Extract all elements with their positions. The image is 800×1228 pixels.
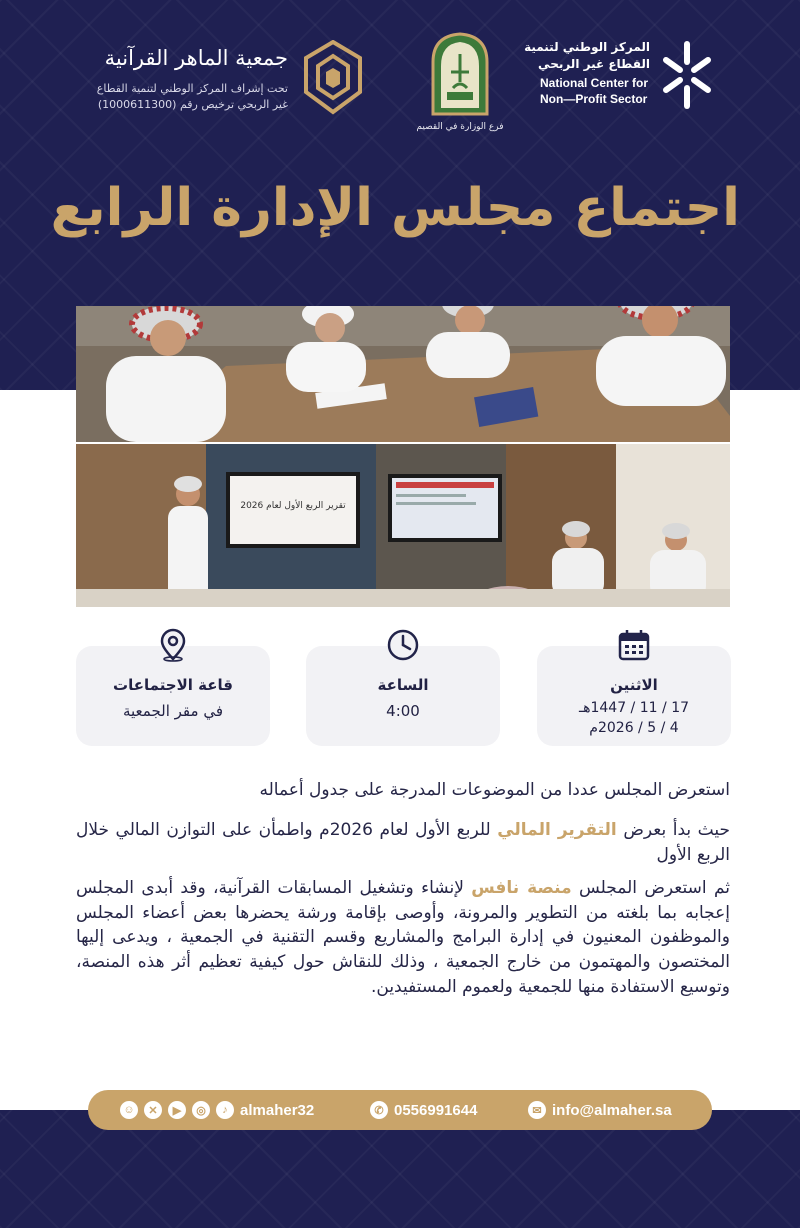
time-label: الساعة (377, 676, 429, 694)
location-pin-icon (156, 628, 190, 662)
ncnp-english-line-2: Non—Profit Sector (540, 92, 648, 106)
snapchat-icon[interactable]: ☺ (120, 1101, 138, 1119)
p2-text-b: للربع الأول لعام 2026م واطمأن على التوازن المالي خلال الربع الأول (76, 820, 730, 865)
info-card-place (76, 646, 270, 746)
p3-text-b: لإنشاء وتشغيل المسابقات القرآنية، وقد أبدى المجلس إعجابه بما بلغته من التطوير والمرونة، وأوصى بإقامة ورشة يحضرها بعض أعضاء المجلس والموظفون المعنيون في إدارة البرامج والمشاريع وقسم التقنية في الجمعية ، ويدعى إليها المختصون والمهتمون من خارج الجمعية ، وذلك للنقاش حول كيفية تعظيم أثر هذه المنصة، وتوسيع الاستفادة منها للجمعية ولعموم المستفيدين. (76, 878, 730, 997)
place-value: في مقر الجمعية (122, 702, 223, 720)
ncnp-emblem-icon (660, 40, 714, 110)
contact-bar (88, 1090, 712, 1130)
place-label: قاعة الاجتماعات (113, 676, 233, 694)
social-handle: almaher32 (240, 1101, 315, 1119)
assoc-subtitle-1: تحت إشراف المركز الوطني لتنمية القطاع (96, 82, 288, 95)
contact-email[interactable] (528, 1090, 672, 1130)
email-icon: ✉ (528, 1101, 546, 1119)
p3-text-a: ثم استعرض المجلس (571, 878, 730, 898)
info-card-time (306, 646, 500, 746)
youtube-icon[interactable]: ▶ (168, 1101, 186, 1119)
almaher-emblem-icon (298, 40, 368, 116)
info-card-date (537, 646, 731, 746)
meeting-photo-table (76, 306, 730, 442)
p3-highlight: منصة نافس (471, 878, 572, 898)
almaher-logo (88, 40, 368, 120)
contact-phone[interactable] (370, 1090, 477, 1130)
ministry-emblem-icon (429, 32, 491, 116)
assoc-subtitle-2: غير الربحي ترخيص رقم (1000611300) (97, 98, 288, 111)
assoc-name: جمعية الماهر القرآنية (104, 46, 288, 70)
whatsapp-icon: ✆ (370, 1101, 388, 1119)
meeting-photo-presentation (76, 444, 730, 607)
email-text: info@almaher.sa (552, 1101, 672, 1119)
p2-text-a: حيث بدأ بعرض (616, 820, 730, 840)
page-title: اجتماع مجلس الإدارة الرابع (50, 178, 740, 238)
date-gregorian: 4 / 5 / 2026م (589, 720, 679, 736)
phone-text: 0556991644 (394, 1101, 478, 1119)
ministry-logo (412, 32, 508, 144)
date-label: الاثنين (610, 676, 658, 694)
tiktok-icon[interactable]: ♪ (216, 1101, 234, 1119)
contact-social[interactable] (120, 1090, 314, 1130)
calendar-icon (617, 628, 651, 662)
ministry-caption: فرع الوزارة في القصيم (416, 122, 504, 132)
date-hijri: 17 / 11 / 1447هـ (578, 700, 690, 716)
instagram-icon[interactable]: ◎ (192, 1101, 210, 1119)
p2-highlight: التقرير المالي (497, 820, 617, 840)
ncnp-logo (524, 38, 736, 118)
body-paragraph-1: استعرض المجلس عددا من الموضوعات المدرجة على جدول أعماله (259, 780, 730, 800)
body-paragraph-3 (76, 876, 730, 999)
clock-icon (386, 628, 420, 662)
ncnp-arabic-line-1: المركز الوطني لتنمية (524, 40, 650, 54)
ncnp-arabic-line-2: القطاع غير الربحي (538, 57, 650, 71)
x-icon[interactable]: ✕ (144, 1101, 162, 1119)
ncnp-english-line-1: National Center for (540, 76, 649, 90)
slide-caption: تقرير الربع الأول لعام 2026 (240, 501, 346, 511)
time-value: 4:00 (386, 702, 420, 720)
body-paragraph-2 (76, 818, 730, 867)
